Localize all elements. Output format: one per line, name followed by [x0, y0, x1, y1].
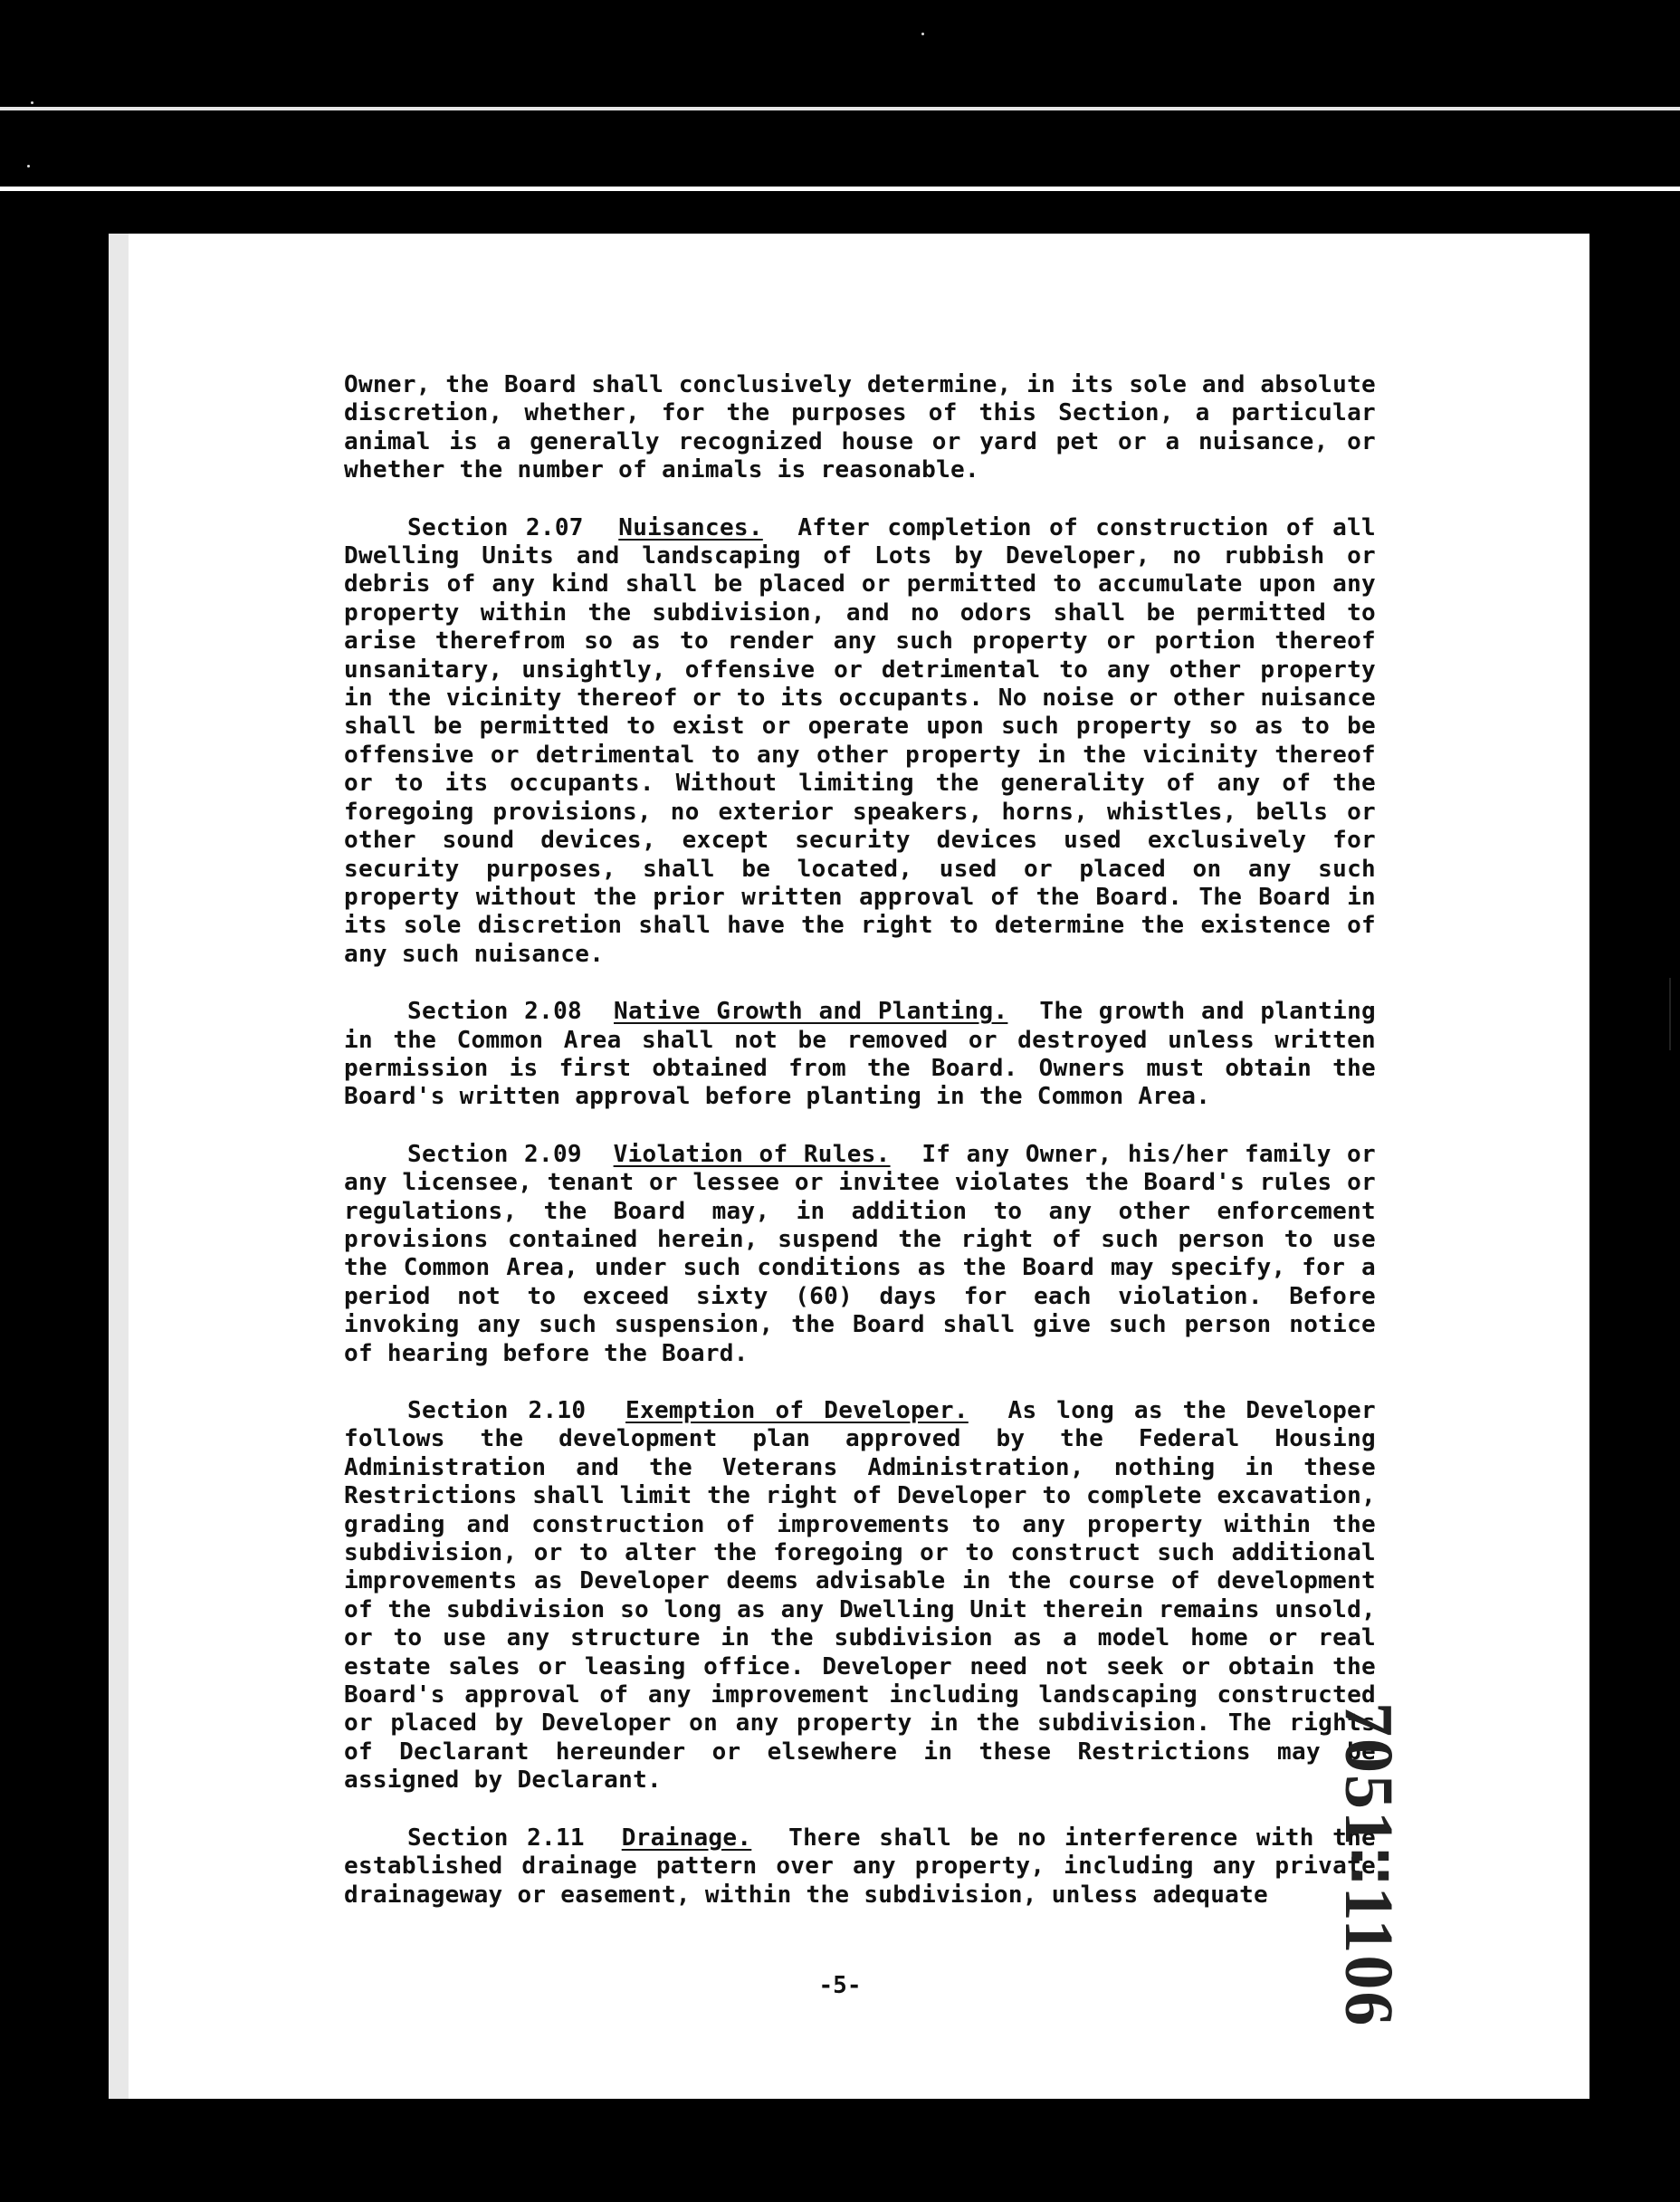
paragraph-text: As long as the Developer follows the development plan approved by the Federal Housing Administration and the Veterans Administration, nothing in these Restrictions shall limit the right of Developer to complete excavation, grading and construction of improvements to any property within the subdivision, or to alter the foregoing or to construct such additional improvements as Developer deems advisable in the course of development of the subdivision so long as any Dwelling Unit therein remains unsold, or to use any structure in the subdivision as a model home or real estate sales or leasing office. Developer need not seek or obtain the Board's approval of any improvement including landscaping constructed or placed by Developer on any property in the subdivision. The rights of Declarant hereunder or elsewhere in these Restrictions may be assigned by Declarant. [344, 1397, 1376, 1795]
document-body [344, 371, 1376, 1939]
page-number: -5- [818, 1972, 862, 1999]
scan-edge-band [0, 187, 1680, 191]
scan-edge-top [0, 107, 1680, 110]
paragraph-text: After completion of construction of all Dwelling Units and landscaping of Lots by Developer, no rubbish or debris of any kind shall be placed or permitted to accumulate upon any property within the subdivision, and no odors shall be permitted to arise therefrom so as to render any such property or portion thereof unsanitary, unsightly, offensive or detrimental to any other property in the vicinity thereof or to its occupants. No noise or other nuisance shall be permitted to exist or operate upon such property so as to be offensive or detrimental to any other property in the vicinity thereof or to its occupants. Without limiting the generality of any of the foregoing provisions, no exterior speakers, horns, whistles, bells or other sound devices, except security devices used exclusively for security purposes, shall be located, used or placed on any such property without the prior written approval of the Board. The Board in its sole discretion shall have the right to determine the existence of any such nuisance. [344, 513, 1376, 968]
section-number: Section 2.10 [407, 1397, 587, 1424]
section-2-07 [344, 514, 1376, 970]
section-number: Section 2.07 [407, 513, 584, 541]
page-edge-shadow [109, 234, 129, 2099]
section-2-08 [344, 998, 1376, 1112]
scan-speck [921, 33, 924, 35]
paragraph-text: Owner, the Board shall conclusively determine, in its sole and absolute discretion, whether, for the purposes of this Section, a particular animal is a generally recognized house or yard pet or a nuisance, or whether the number of animals is reasonable. [344, 371, 1376, 484]
section-number: Section 2.08 [407, 998, 582, 1026]
paragraph-text: The growth and planting in the Common Area shall not be removed or destroyed unless written permission is first obtained from the Board. Owners must obtain the Board's written approval before planting in the Common Area. [344, 998, 1376, 1111]
paragraph-continuation [344, 371, 1376, 485]
scan-speck [31, 101, 33, 104]
recording-stamp: 7051∶∶1106 [1331, 1702, 1407, 2028]
section-heading: Drainage. [621, 1824, 752, 1852]
section-heading: Nuisances. [618, 513, 763, 541]
scan-edge-mark [1669, 978, 1671, 1050]
section-number: Section 2.11 [407, 1824, 585, 1852]
paragraph-text: There shall be no interference with the established drainage pattern over any property, including any private drainageway or easement, within the subdivision, unless adequate [344, 1824, 1376, 1909]
section-number: Section 2.09 [407, 1140, 582, 1168]
section-2-09 [344, 1141, 1376, 1368]
section-2-10 [344, 1397, 1376, 1795]
section-heading: Violation of Rules. [613, 1140, 891, 1168]
scan-speck [27, 165, 30, 168]
section-2-11 [344, 1824, 1376, 1910]
section-heading: Native Growth and Planting. [614, 998, 1008, 1026]
section-heading: Exemption of Developer. [625, 1397, 969, 1424]
paragraph-text: If any Owner, his/her family or any licensee, tenant or lessee or invitee violates the Board's rules or regulations, the Board may, in addition to any other enforcement provisions contained herein, suspend the right of such person to use the Common Area, under such conditions as the Board may specify, for a period not to exceed sixty (60) days for each violation. Before invoking any such suspension, the Board shall give such person notice of hearing before the Board. [344, 1140, 1376, 1367]
